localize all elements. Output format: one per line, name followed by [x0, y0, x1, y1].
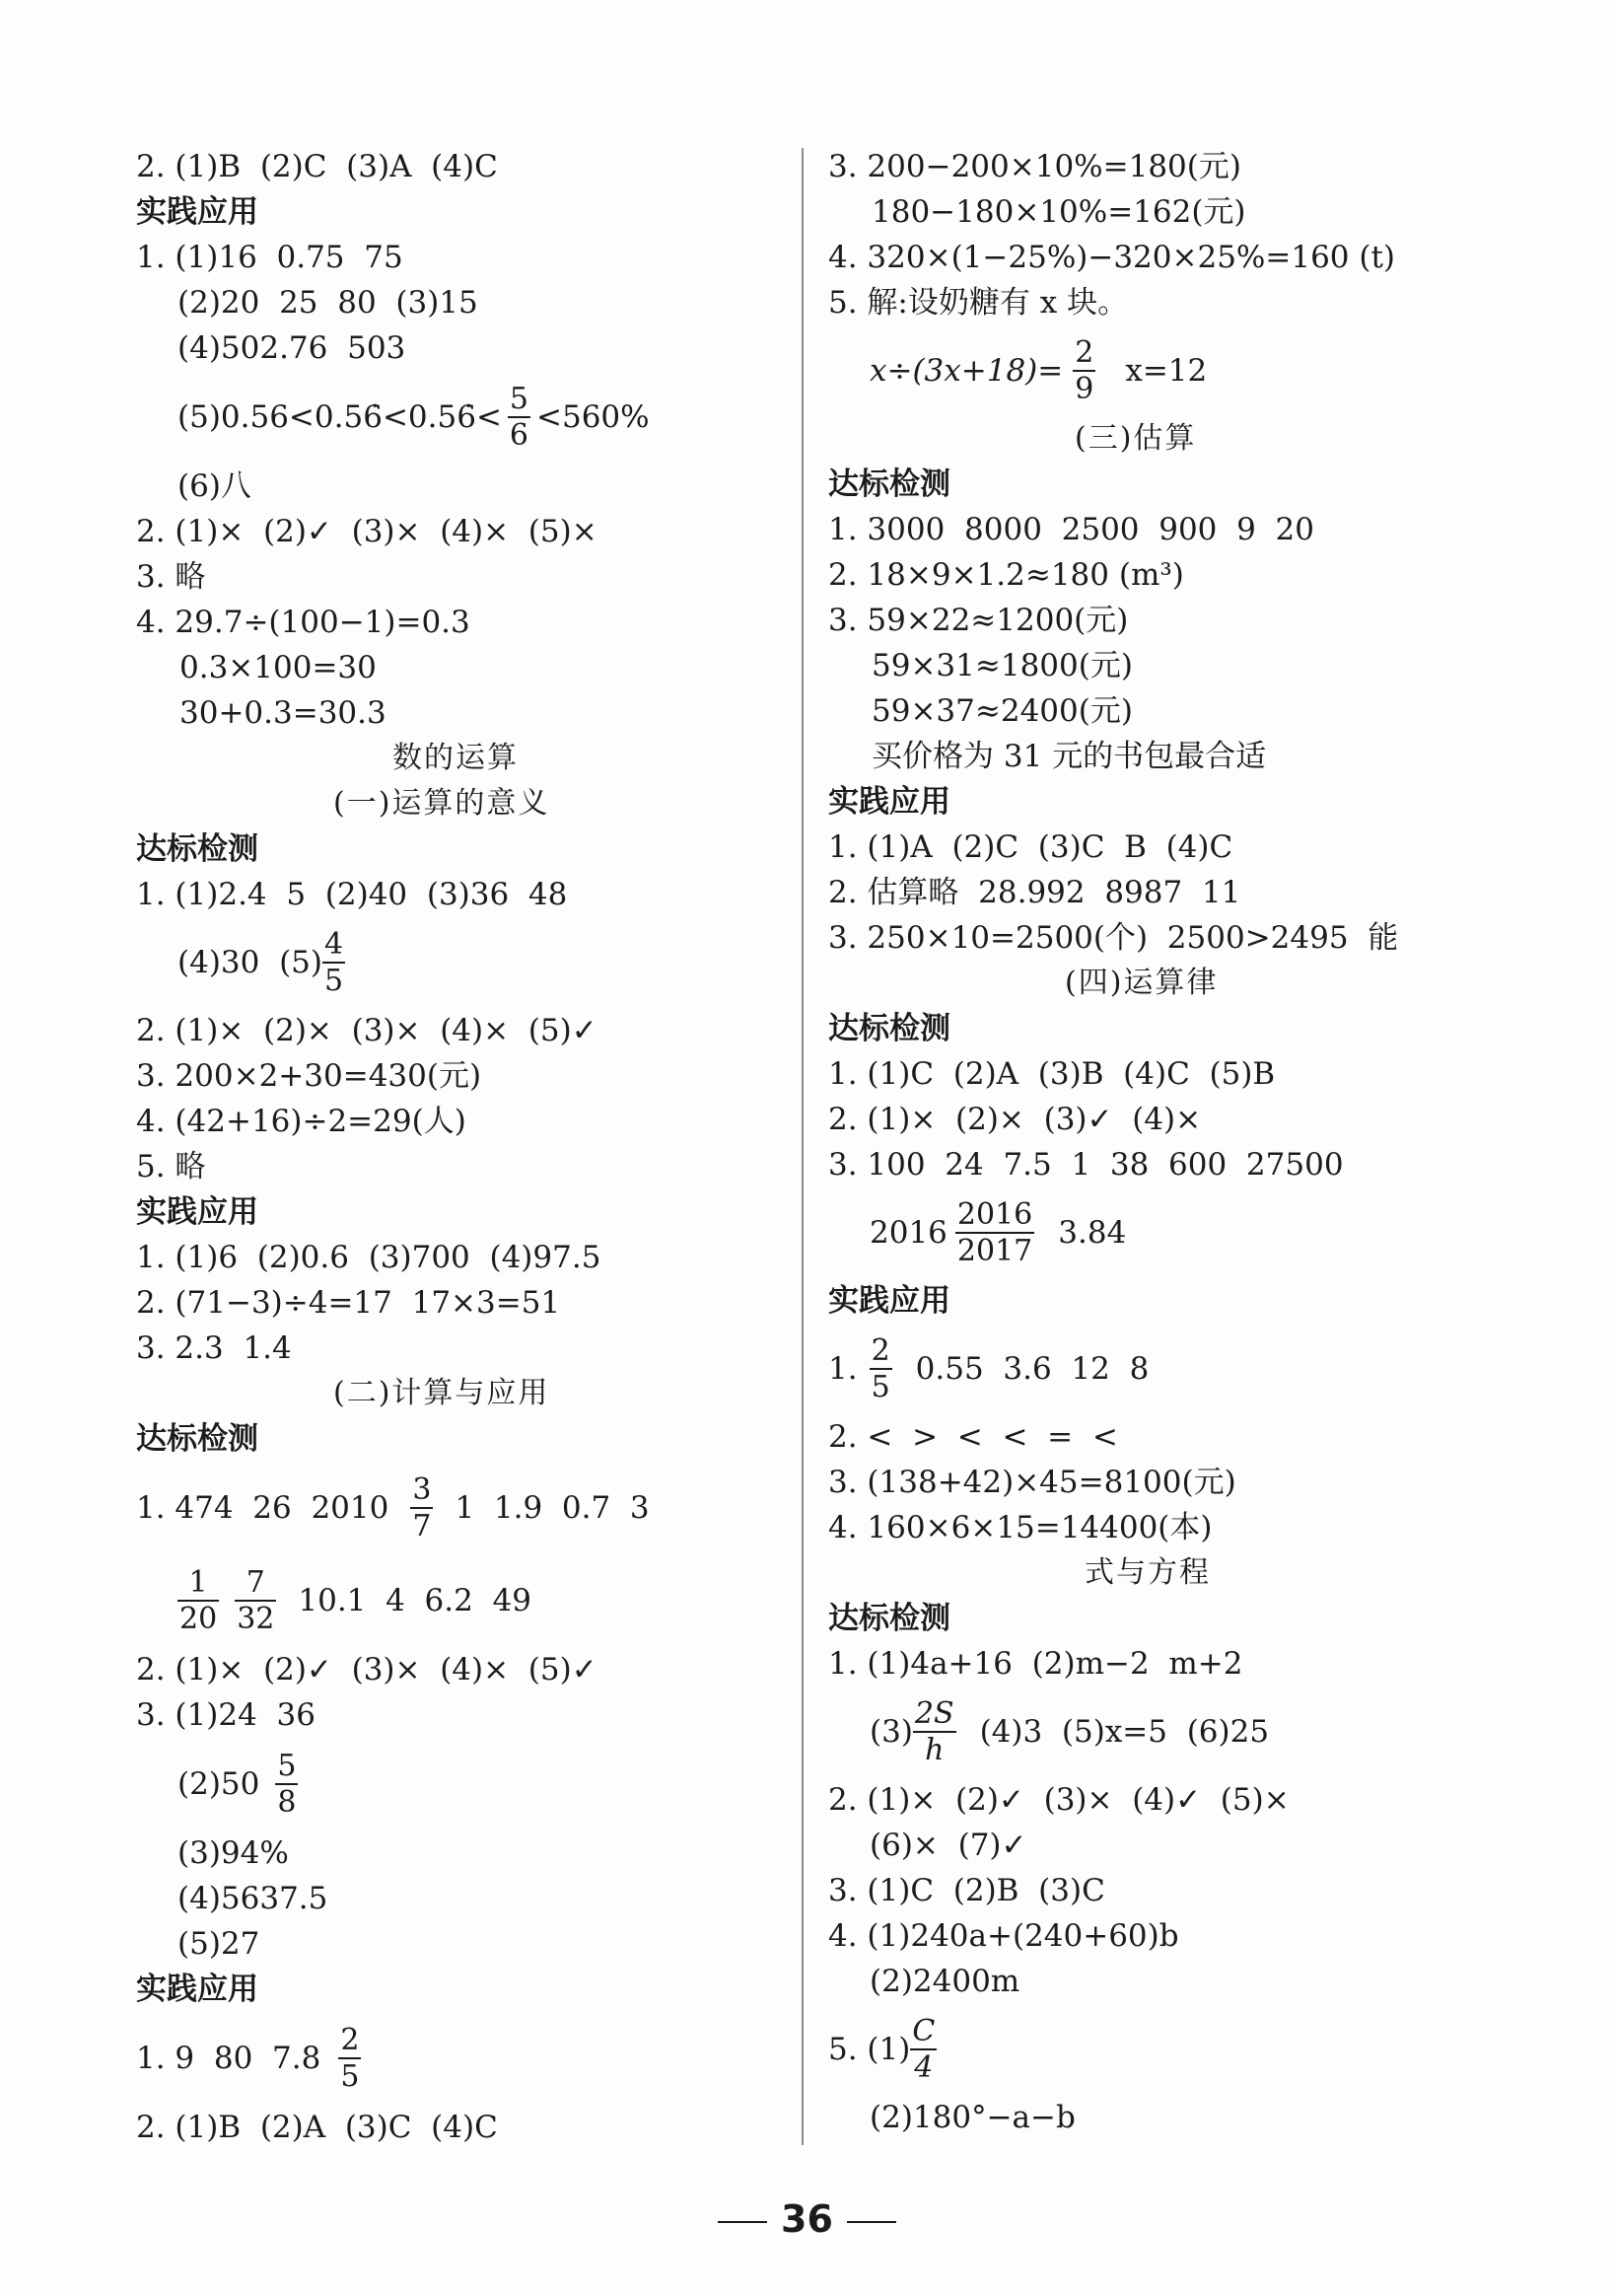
answer-line: 2. 18×9×1.2≈180 (m³) [828, 557, 1184, 593]
answer-line: (3)94% [177, 1835, 289, 1871]
answer-line: 180−180×10%=162(元) [872, 194, 1246, 230]
fraction-denominator: 5 [340, 2059, 360, 2094]
answer-line: 2. 估算略 28.992 8987 11 [828, 875, 1241, 910]
answer-text: 2016 [870, 1215, 947, 1251]
page-number: 36 [781, 2197, 833, 2241]
answer-line: 3. 100 24 7.5 1 38 600 27500 [828, 1147, 1344, 1183]
answer-text: x÷(3x+18)= [870, 353, 1064, 389]
fraction-numerator: C [912, 2013, 936, 2048]
fraction-denominator: 32 [237, 1602, 275, 1636]
fraction-numerator: 3 [412, 1471, 432, 1507]
section-title: 式与方程 [1085, 1555, 1211, 1590]
answer-text: 1. [828, 1351, 858, 1387]
footer-dash [847, 2221, 896, 2223]
answer-text: x=12 [1125, 353, 1208, 389]
answer-text: 6̇< [456, 399, 502, 435]
answer-line: 3. 250×10=2500(个) 2500>2495 能 [828, 920, 1399, 956]
answer-line [136, 1462, 787, 1554]
fraction [913, 1695, 956, 1767]
answer-line: 1. (1)16 0.75 75 [136, 240, 403, 275]
section-heading: 实践应用 [136, 1194, 258, 1230]
section-heading: 实践应用 [828, 1283, 950, 1319]
answer-line: 2. (71−3)÷4=17 17×3=51 [136, 1285, 561, 1321]
answer-text: (4)3 (5)x=5 (6)25 [979, 1714, 1270, 1750]
fraction-denominator: 5 [871, 1370, 890, 1404]
footer-dash [718, 2221, 767, 2223]
fraction [275, 1748, 298, 1820]
fraction-numerator: 1 [188, 1564, 208, 1600]
left-column [136, 144, 787, 2150]
answer-text: (3) [870, 1714, 913, 1750]
answer-line: 2. (1)× (2)✓ (3)× (4)× (5)✓ [136, 1652, 597, 1687]
answer-line: (6)八 [177, 468, 251, 504]
fraction [910, 2013, 937, 2085]
section-heading: 达标检测 [136, 831, 258, 867]
fraction [955, 1196, 1034, 1268]
fraction-denominator: 4 [914, 2050, 934, 2085]
fraction-numerator: 5 [277, 1748, 297, 1783]
fraction-numerator: 7 [246, 1564, 265, 1600]
answer-line: 2. (1)× (2)✓ (3)× (4)✓ (5)× [828, 1782, 1290, 1818]
answer-line: 1. (1)A (2)C (3)C B (4)C [828, 829, 1233, 865]
answer-line: 1. 3000 8000 2500 900 9 20 [828, 512, 1314, 547]
section-heading: 达标检测 [828, 466, 950, 502]
fraction [322, 926, 345, 998]
answer-line [136, 917, 787, 1008]
answer-line: 3. 2.3 1.4 [136, 1330, 292, 1366]
fraction-numerator: 2016 [956, 1196, 1033, 1232]
fraction-denominator: h [925, 1733, 945, 1767]
answer-line: 4. 29.7÷(100−1)=0.3 [136, 605, 470, 640]
fraction-denominator: 5 [323, 964, 344, 998]
answer-line: 4. (42+16)÷2=29(人) [136, 1104, 466, 1139]
answer-line: 0.3×100=30 [179, 650, 377, 685]
answer-text: 10.1 4 6.2 49 [298, 1583, 531, 1618]
section-title: (二)计算与应用 [333, 1376, 550, 1410]
fraction-denominator: 2017 [956, 1234, 1033, 1268]
answer-text: (2)50 [177, 1766, 260, 1802]
section-heading: 实践应用 [136, 1972, 258, 2007]
fraction [410, 1471, 433, 1543]
answer-line: (5)27 [177, 1926, 260, 1962]
section-heading: 达标检测 [828, 1011, 950, 1046]
fraction-numerator: 4 [323, 926, 344, 962]
answer-line [136, 1738, 787, 1830]
fraction [338, 2022, 361, 2094]
answer-line: (4)502.76 503 [177, 330, 406, 366]
answer-line: 59×37≈2400(元) [872, 693, 1133, 729]
right-column [828, 144, 1509, 2140]
answer-line: (6)× (7)✓ [870, 1828, 1027, 1863]
answer-line: 3. (1)24 36 [136, 1697, 316, 1733]
answer-line [136, 371, 787, 464]
chapter-title: 数的运算 [392, 741, 519, 775]
answer-line: 4. 160×6×15=14400(本) [828, 1510, 1213, 1545]
answer-line: 2. (1)× (2)× (3)× (4)× (5)✓ [136, 1013, 597, 1048]
answer-line: 2. (1)× (2)× (3)✓ (4)× [828, 1102, 1202, 1137]
fraction [870, 1332, 892, 1404]
fraction [1073, 334, 1095, 406]
answer-text: 0.55 3.6 12 8 [915, 1351, 1150, 1387]
answer-line: (4)5637.5 [177, 1881, 328, 1916]
column-divider [802, 148, 804, 2145]
section-heading: 实践应用 [136, 194, 258, 230]
section-title: (三)估算 [1075, 421, 1197, 456]
fraction-denominator: 8 [277, 1785, 297, 1820]
answer-line [828, 2004, 1509, 2095]
fraction [177, 1564, 219, 1636]
answer-text: 3.84 [1058, 1215, 1127, 1251]
answer-text: 6̇<0.5 [363, 399, 457, 435]
answer-line: 2. (1)B (2)A (3)C (4)C [136, 2110, 498, 2145]
answer-line: 买价格为 31 元的书包最合适 [872, 739, 1267, 774]
answer-line: 4. 320×(1−25%)−320×25%=160 (t) [828, 240, 1396, 275]
answer-line: 1. (1)6 (2)0.6 (3)700 (4)97.5 [136, 1240, 601, 1275]
answer-line [828, 325, 1509, 416]
answer-line: 3. 59×22≈1200(元) [828, 603, 1129, 638]
answer-text: (5)0.56<0.5 [177, 399, 364, 435]
answer-line: 3. (138+42)×45=8100(元) [828, 1465, 1236, 1500]
answer-line: 2. (1)× (2)✓ (3)× (4)× (5)× [136, 514, 597, 549]
answer-line [136, 1554, 787, 1647]
answer-line [828, 1324, 1509, 1414]
answer-text: 1 1.9 0.7 3 [455, 1490, 650, 1526]
page-footer [0, 2197, 1614, 2241]
answer-text: <560% [536, 399, 650, 435]
answer-line: 3. 略 [136, 559, 206, 595]
answer-text: 5. (1) [828, 2032, 911, 2067]
answer-line: 2. (1)B (2)C (3)A (4)C [136, 149, 498, 184]
fraction-numerator: 2S [914, 1695, 954, 1731]
fraction [508, 381, 530, 453]
answer-line: (2)2400m [870, 1964, 1020, 1999]
answer-line: 1. (1)4a+16 (2)m−2 m+2 [828, 1646, 1243, 1682]
section-title: (一)运算的意义 [333, 786, 550, 821]
answer-line: 5. 解:设奶糖有 x 块。 [828, 285, 1129, 321]
answer-line: 1. (1)C (2)A (3)B (4)C (5)B [828, 1056, 1276, 1092]
fraction-numerator: 2 [871, 1332, 890, 1368]
fraction-numerator: 2 [1075, 334, 1094, 370]
fraction-denominator: 20 [179, 1602, 218, 1636]
fraction-numerator: 2 [340, 2022, 360, 2057]
answer-line: 30+0.3=30.3 [179, 695, 386, 731]
answer-line: 4. (1)240a+(240+60)b [828, 1918, 1179, 1954]
answer-line: 2. < > < < = < [828, 1419, 1118, 1455]
section-heading: 实践应用 [828, 784, 950, 820]
answer-line: 3. 200−200×10%=180(元) [828, 149, 1241, 184]
fraction-denominator: 9 [1075, 372, 1094, 406]
fraction-denominator: 6 [509, 418, 529, 453]
answer-line [136, 2012, 787, 2105]
answer-line: 1. (1)2.4 5 (2)40 (3)36 48 [136, 877, 568, 912]
answer-text: (4)30 (5) [177, 945, 322, 980]
answer-line: 5. 略 [136, 1149, 206, 1184]
fraction [235, 1564, 276, 1636]
answer-text: 1. 9 80 7.8 [136, 2041, 321, 2076]
section-heading: 达标检测 [136, 1421, 258, 1457]
answer-line [828, 1686, 1509, 1777]
section-heading: 达标检测 [828, 1601, 950, 1636]
answer-text: 1. 474 26 2010 [136, 1490, 389, 1526]
answer-line [828, 1187, 1509, 1278]
answer-line: 59×31≈1800(元) [872, 648, 1133, 683]
answer-line: 3. (1)C (2)B (3)C [828, 1873, 1105, 1908]
fraction-numerator: 5 [509, 381, 529, 416]
section-title: (四)运算律 [1065, 966, 1219, 1000]
answer-line: 3. 200×2+30=430(元) [136, 1058, 482, 1094]
answer-line: (2)20 25 80 (3)15 [177, 285, 478, 321]
answer-line: (2)180°−a−b [870, 2100, 1076, 2135]
fraction-denominator: 7 [412, 1509, 432, 1543]
